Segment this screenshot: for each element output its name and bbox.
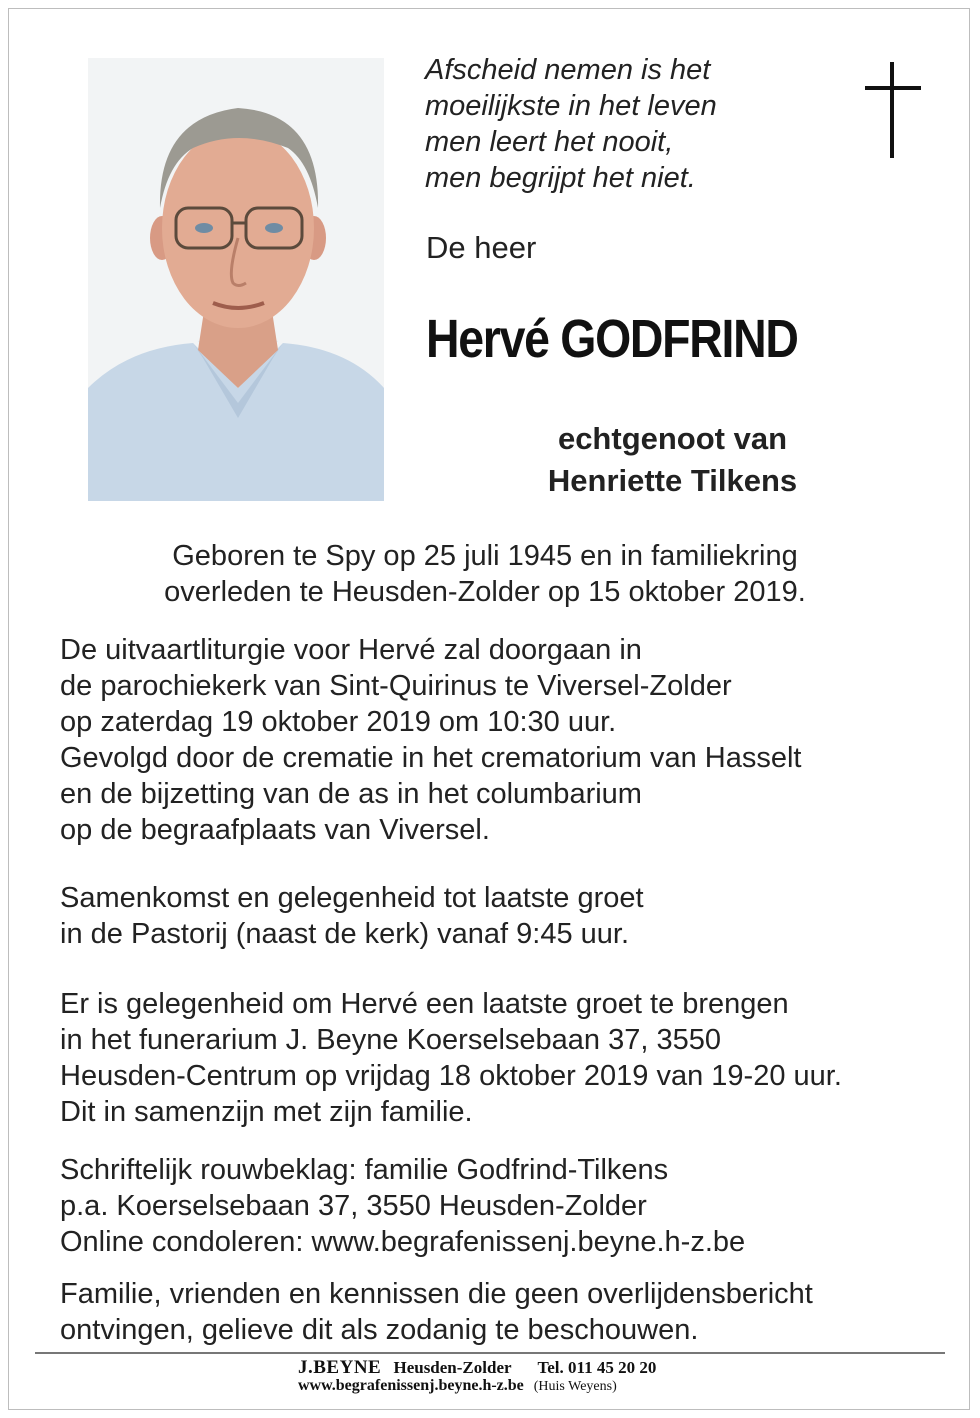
liturgy-line: en de bijzetting van de as in het columbarium bbox=[60, 778, 642, 810]
visitation-line: Heusden-Centrum op vrijdag 18 oktober 2019 van 19-20 uur. bbox=[60, 1060, 842, 1092]
verse-line: men leert het nooit, bbox=[425, 126, 674, 158]
death-line: overleden te Heusden-Zolder op 15 oktober 2019. bbox=[164, 576, 806, 608]
footer-company bbox=[298, 1357, 656, 1379]
liturgy-line: Gevolgd door de crematie in het crematorium van Hasselt bbox=[60, 742, 802, 774]
funeral-home-note: (Huis Weyens) bbox=[533, 1379, 617, 1394]
condolence-line: Schriftelijk rouwbeklag: familie Godfrind-Tilkens bbox=[60, 1154, 669, 1186]
visitation-line: in het funerarium J. Beyne Koerselsebaan 37, 3550 bbox=[60, 1024, 721, 1056]
closing-line: ontvingen, gelieve dit als zodanig te beschouwen. bbox=[60, 1314, 699, 1346]
funeral-home-phone: Tel. 011 45 20 20 bbox=[537, 1358, 657, 1377]
liturgy-line: op zaterdag 19 oktober 2019 om 10:30 uur. bbox=[60, 706, 617, 738]
cross-icon bbox=[863, 62, 923, 165]
visitation-line: Er is gelegenheid om Hervé een laatste groet te brengen bbox=[60, 988, 789, 1020]
closing-line: Familie, vrienden en kennissen die geen overlijdensbericht bbox=[60, 1278, 813, 1310]
funeral-home-town: Heusden-Zolder bbox=[393, 1358, 512, 1377]
condolence-line: p.a. Koerselsebaan 37, 3550 Heusden-Zolder bbox=[60, 1190, 647, 1222]
gathering-line: in de Pastorij (naast de kerk) vanaf 9:45 uur. bbox=[60, 918, 630, 950]
birth-line: Geboren te Spy op 25 juli 1945 en in familiekring bbox=[172, 540, 798, 572]
portrait-photo bbox=[88, 58, 384, 501]
verse-line: men begrijpt het niet. bbox=[425, 162, 696, 194]
funeral-home-website: www.begrafenissenj.beyne.h-z.be bbox=[298, 1377, 524, 1394]
spouse-relation: echtgenoot van bbox=[557, 421, 788, 456]
deceased-name: Hervé GODFRIND bbox=[426, 309, 798, 369]
memorial-verse bbox=[425, 52, 717, 196]
footer-web bbox=[298, 1377, 617, 1395]
liturgy-line: De uitvaartliturgie voor Hervé zal doorgaan in bbox=[60, 634, 642, 666]
salutation: De heer bbox=[426, 230, 537, 265]
funeral-home-brand: J.BEYNE bbox=[298, 1357, 382, 1378]
liturgy-line: op de begraafplaats van Viversel. bbox=[60, 814, 490, 846]
condolence-url-line: Online condoleren: www.begrafenissenj.beyne.h-z.be bbox=[60, 1226, 746, 1258]
verse-line: Afscheid nemen is het bbox=[425, 54, 711, 86]
verse-line: moeilijkste in het leven bbox=[425, 90, 717, 122]
visitation-line: Dit in samenzijn met zijn familie. bbox=[60, 1096, 473, 1128]
footer-divider bbox=[35, 1352, 945, 1354]
gathering-line: Samenkomst en gelegenheid tot laatste groet bbox=[60, 882, 644, 914]
liturgy-line: de parochiekerk van Sint-Quirinus te Viversel-Zolder bbox=[60, 670, 732, 702]
spouse-name: Henriette Tilkens bbox=[547, 463, 798, 498]
